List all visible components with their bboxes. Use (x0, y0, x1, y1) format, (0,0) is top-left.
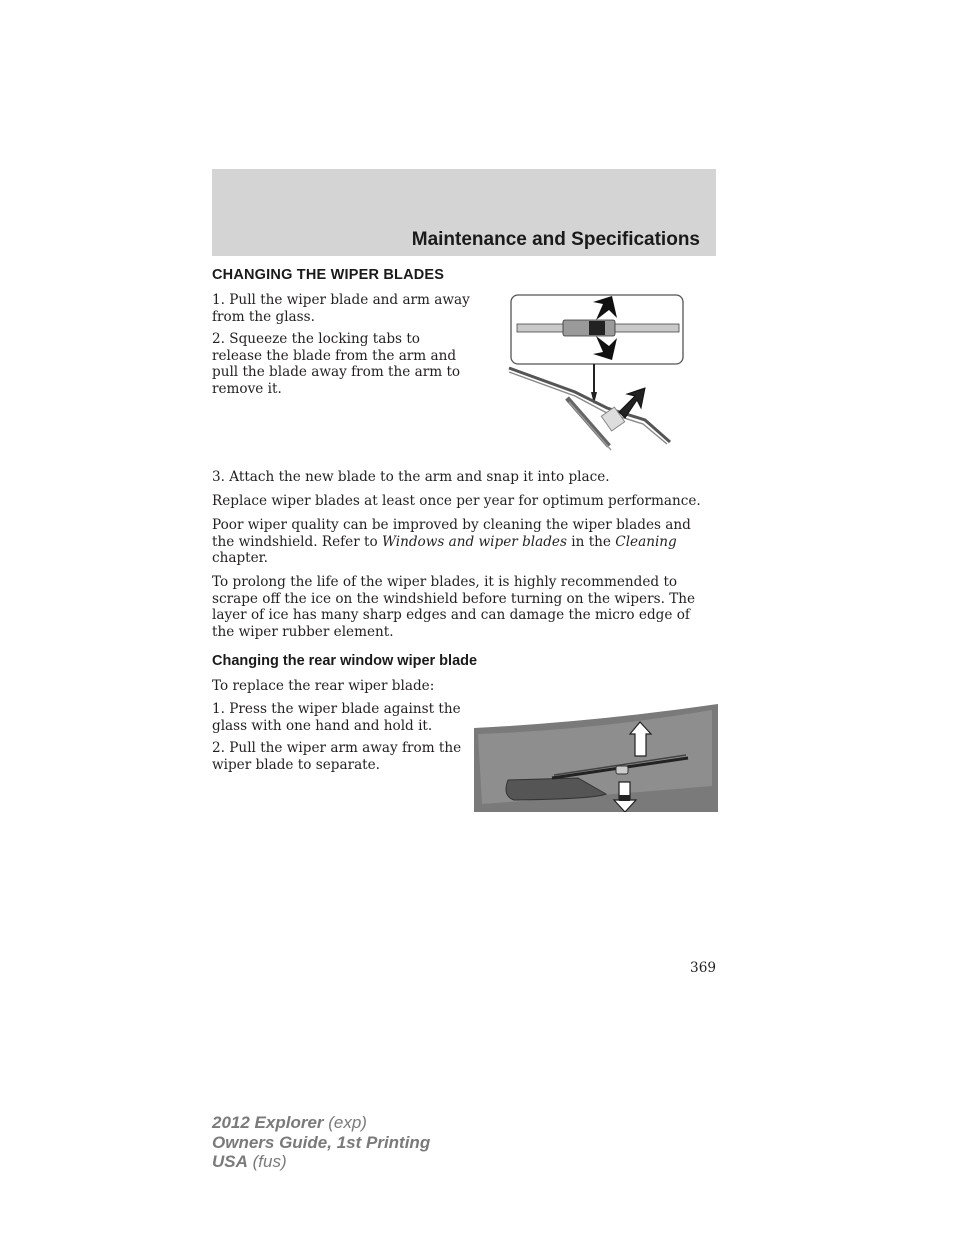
footer-line-1: 2012 Explorer (exp) (212, 1113, 367, 1132)
cross-reference-windows-and-wiper-blades[interactable]: Windows and wiper blades (381, 533, 567, 550)
step-2-text: 2. Squeeze the locking tabs to release the blade from the arm and pull the blade away from the arm to remove it. (212, 331, 461, 397)
rear-step-1-text: 1. Press the wiper blade against the glass with one hand and hold it. (212, 701, 461, 734)
heading-rear-wiper-blade: Changing the rear window wiper blade (212, 653, 478, 669)
replace-note: Replace wiper blades at least once per year for optimum performance. (212, 493, 701, 509)
section-title: Maintenance and Specifications (411, 229, 700, 250)
footer-doc-info (212, 1113, 430, 1172)
rear-wiper-illustration (474, 700, 718, 812)
cross-reference-cleaning-chapter[interactable]: Cleaning (615, 533, 677, 550)
footer-line-3: USA (fus) (212, 1152, 287, 1171)
ice-note: To prolong the life of the wiper blades, it is highly recommended to scrape off the ice on the windshield before turning on the wipers. The layer of ice has many sharp edges and can damage the micro edge of the wiper rubber element. (212, 574, 696, 640)
rear-wiper-intro: To replace the rear wiper blade: (212, 678, 435, 694)
step-3-text: 3. Attach the new blade to the arm and snap it into place. (212, 469, 610, 485)
step-1-text: 1. Pull the wiper blade and arm away from the glass. (212, 292, 470, 325)
rear-step-2-text: 2. Pull the wiper arm away from the wiper blade to separate. (212, 740, 462, 773)
wiper-blade-removal-illustration (505, 292, 687, 455)
section-header-band (212, 169, 716, 256)
page-number: 369 (690, 960, 716, 976)
wiper-quality-note: Poor wiper quality can be improved by cleaning the wiper blades and the windshield. Refer to Windows and wiper blades in the Cleaning chapter. (212, 517, 691, 566)
footer-line-2: Owners Guide, 1st Printing (212, 1132, 431, 1152)
heading-changing-wiper-blades: CHANGING THE WIPER BLADES (212, 267, 445, 283)
